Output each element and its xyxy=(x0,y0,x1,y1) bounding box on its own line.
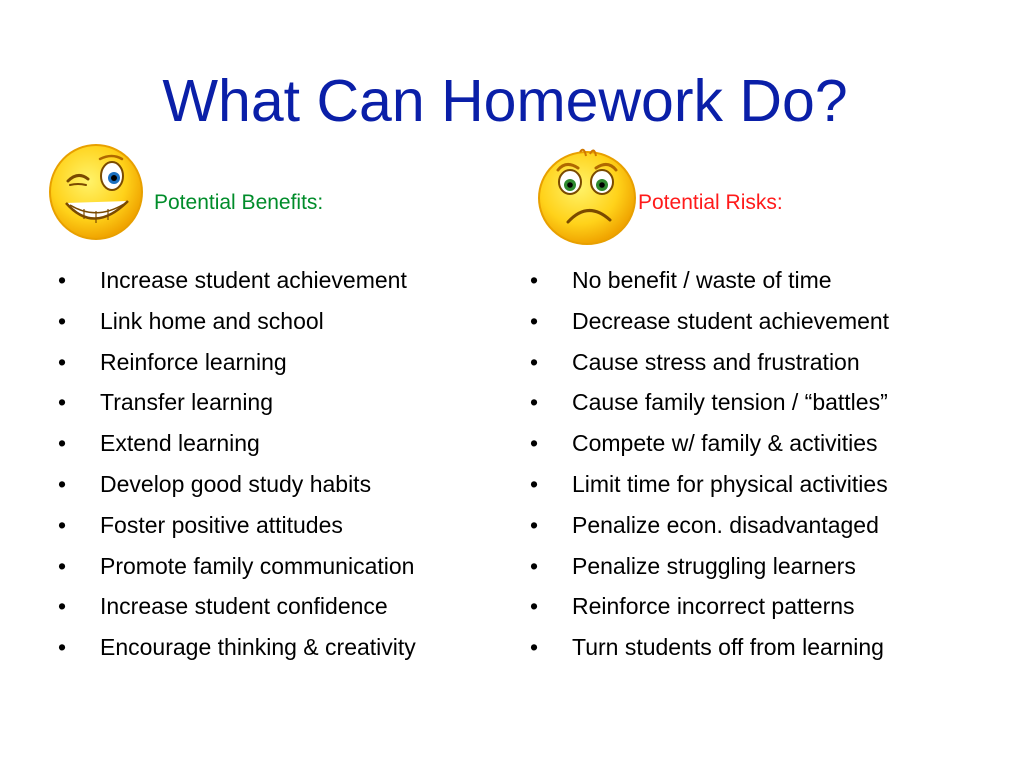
bullet: • xyxy=(530,593,539,620)
bullet: • xyxy=(530,511,539,538)
bullet: • xyxy=(530,552,539,579)
benefit-item-text: Increase student confidence xyxy=(100,593,388,620)
risks-list xyxy=(530,260,1010,668)
risk-item-text: Turn students off from learning xyxy=(572,634,884,661)
bullet: • xyxy=(530,267,539,293)
risk-item-text: Penalize econ. disadvantaged xyxy=(572,511,879,538)
risk-item-text: Compete w/ family & activities xyxy=(572,430,878,457)
list-item xyxy=(58,586,508,627)
benefit-item-text: Reinforce learning xyxy=(100,348,287,375)
list-item xyxy=(530,586,1010,627)
bullet: • xyxy=(58,348,67,375)
benefit-item-text: Extend learning xyxy=(100,430,260,457)
benefit-item-text: Foster positive attitudes xyxy=(100,511,343,538)
risk-item-text: No benefit / waste of time xyxy=(572,267,832,293)
list-item xyxy=(530,301,1010,342)
risk-item-text: Limit time for physical activities xyxy=(572,470,888,497)
slide-title: What Can Homework Do? xyxy=(162,68,848,134)
list-item xyxy=(530,464,1010,505)
risk-item-text: Reinforce incorrect patterns xyxy=(572,593,855,620)
list-item xyxy=(58,464,508,505)
list-item xyxy=(58,260,508,301)
bullet: • xyxy=(58,470,67,497)
bullet: • xyxy=(58,552,67,579)
list-item xyxy=(58,627,508,668)
bullet: • xyxy=(530,307,539,334)
risk-item-text: Penalize struggling learners xyxy=(572,552,856,579)
list-item xyxy=(530,423,1010,464)
list-item xyxy=(58,546,508,587)
list-item xyxy=(530,342,1010,383)
benefit-item-text: Promote family communication xyxy=(100,552,415,579)
list-item xyxy=(58,423,508,464)
benefits-list xyxy=(58,260,508,668)
bullet: • xyxy=(58,307,67,334)
winking-smiley-icon xyxy=(48,143,144,241)
risk-item-text: Cause family tension / “battles” xyxy=(572,389,888,416)
benefit-item-text: Develop good study habits xyxy=(100,470,372,497)
worried-face-icon xyxy=(536,148,638,246)
risks-heading: Potential Risks: xyxy=(638,191,783,214)
bullet: • xyxy=(530,389,539,416)
list-item xyxy=(58,301,508,342)
list-item xyxy=(530,382,1010,423)
bullet: • xyxy=(530,348,539,375)
bullet: • xyxy=(530,634,539,661)
benefit-item-text: Increase student achievement xyxy=(100,267,407,293)
bullet: • xyxy=(530,430,539,457)
list-item xyxy=(530,627,1010,668)
bullet: • xyxy=(58,389,67,416)
list-item xyxy=(530,260,1010,301)
list-item xyxy=(58,342,508,383)
bullet: • xyxy=(58,593,67,620)
list-item xyxy=(58,505,508,546)
bullet: • xyxy=(58,430,67,457)
bullet: • xyxy=(530,470,539,497)
list-item xyxy=(58,382,508,423)
benefit-item-text: Transfer learning xyxy=(100,389,274,416)
benefits-heading: Potential Benefits: xyxy=(154,191,324,214)
bullet: • xyxy=(58,511,67,538)
bullet: • xyxy=(58,267,67,293)
benefit-item-text: Encourage thinking & creativity xyxy=(100,634,416,661)
risk-item-text: Cause stress and frustration xyxy=(572,348,860,375)
risk-item-text: Decrease student achievement xyxy=(572,307,890,334)
bullet: • xyxy=(58,634,67,661)
benefit-item-text: Link home and school xyxy=(100,307,324,334)
list-item xyxy=(530,546,1010,587)
list-item xyxy=(530,505,1010,546)
